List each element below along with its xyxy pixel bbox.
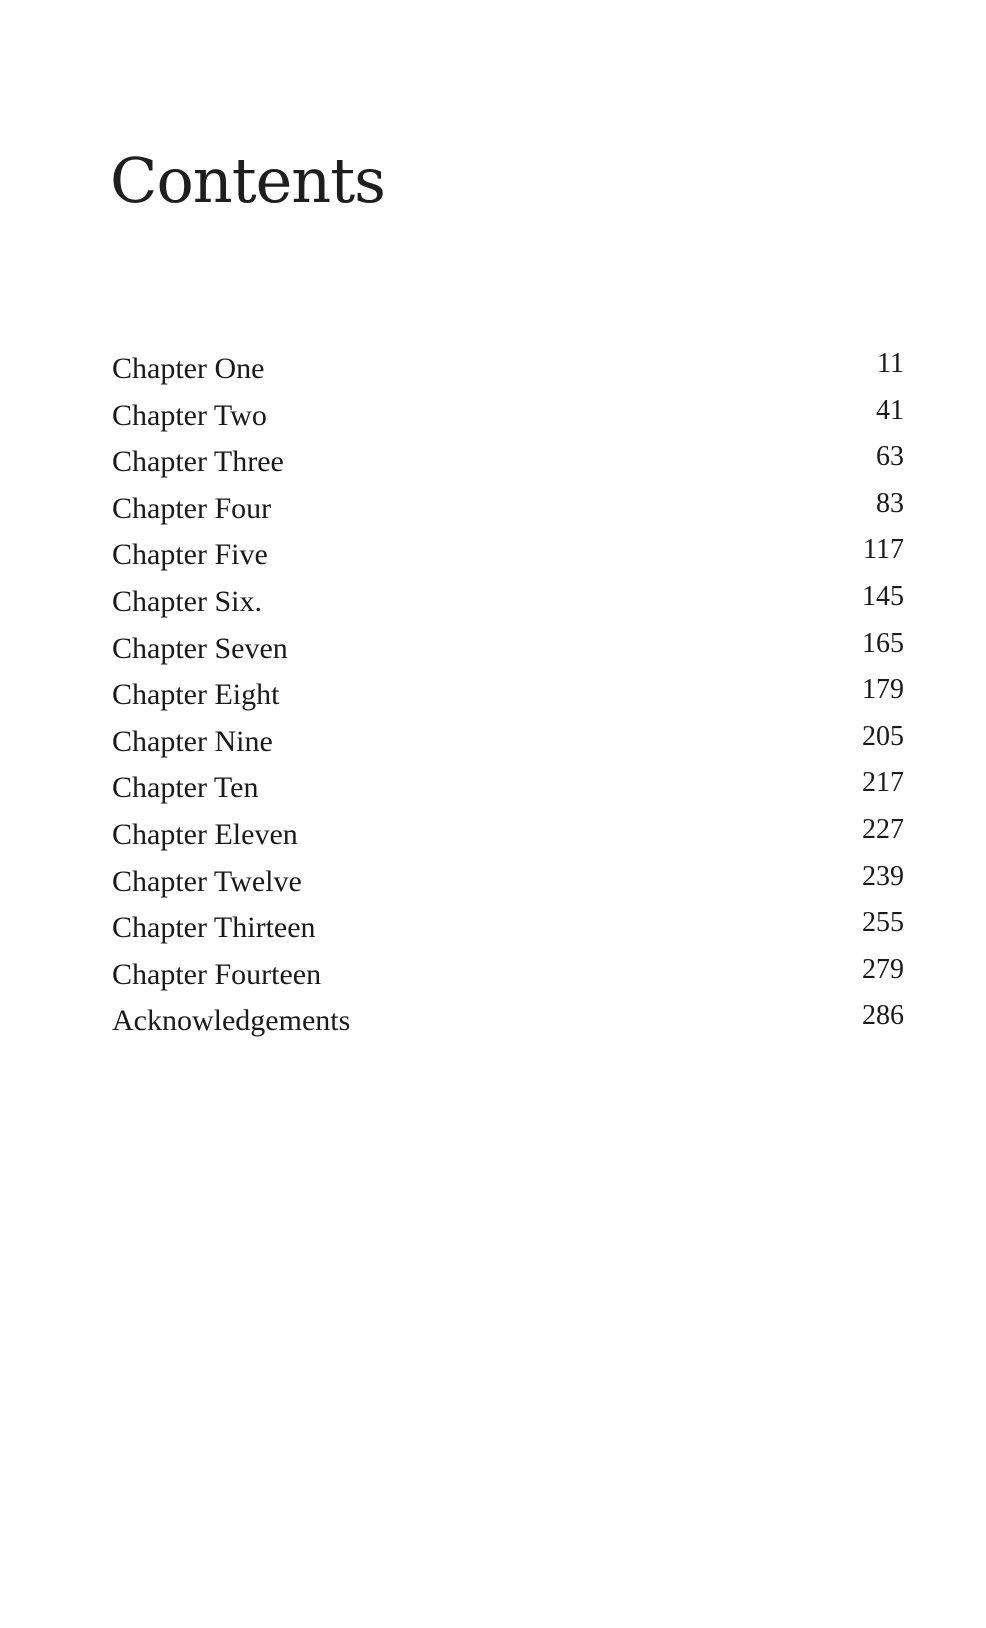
toc-entry-page-number: 165: [862, 627, 904, 659]
toc-entry-chapter-twelve: [112, 860, 904, 912]
toc-entry-chapter-ten: [112, 767, 904, 818]
toc-entry-chapter-seven: [112, 627, 904, 679]
toc-entry-label: Chapter Eleven: [112, 817, 298, 851]
toc-entry-label: Chapter Twelve: [112, 864, 302, 898]
toc-entry-chapter-fourteen: [112, 953, 904, 1005]
toc-entry-chapter-eight: [112, 674, 904, 725]
toc-entry-page-number: 179: [862, 674, 904, 706]
toc-entry-chapter-two: [112, 394, 904, 446]
toc-entry-label: Chapter Six.: [112, 584, 262, 618]
toc-entry-page-number: 145: [862, 580, 904, 612]
toc-entry-acknowledgements: [112, 1000, 904, 1051]
page-title: Contents: [110, 144, 385, 217]
toc-entry-label: Chapter Four: [112, 491, 272, 525]
toc-entry-label: Chapter One: [112, 352, 265, 385]
toc-entry-chapter-one: [112, 348, 904, 399]
toc-entry-label: Chapter Thirteen: [112, 911, 316, 945]
toc-entry-page-number: 41: [876, 394, 904, 426]
toc-entry-page-number: 117: [863, 534, 904, 566]
toc-entry-page-number: 217: [862, 767, 904, 799]
toc-entry-page-number: 83: [876, 487, 904, 519]
toc-entry-label: Chapter Three: [112, 445, 284, 479]
toc-entry-page-number: 227: [862, 813, 904, 845]
toc-entry-label: Chapter Two: [112, 398, 267, 432]
toc-entry-chapter-eleven: [112, 813, 904, 865]
toc-entry-page-number: 11: [877, 348, 904, 379]
toc-entry-label: Chapter Ten: [112, 771, 259, 805]
toc-entry-label: Chapter Nine: [112, 724, 273, 758]
toc-entry-chapter-four: [112, 487, 904, 539]
toc-entry-label: Acknowledgements: [112, 1004, 351, 1038]
toc-entry-chapter-thirteen: [112, 907, 904, 958]
toc-entry-chapter-five: [112, 534, 904, 585]
table-of-contents: [112, 348, 904, 1051]
toc-entry-chapter-nine: [112, 720, 904, 772]
toc-entry-label: Chapter Seven: [112, 631, 288, 665]
toc-entry-page-number: 205: [862, 720, 904, 752]
toc-entry-page-number: 279: [862, 953, 904, 985]
toc-entry-label: Chapter Fourteen: [112, 957, 322, 991]
toc-entry-label: Chapter Five: [112, 538, 268, 572]
toc-entry-label: Chapter Eight: [112, 678, 280, 712]
toc-entry-page-number: 255: [862, 907, 904, 939]
toc-entry-page-number: 239: [862, 860, 904, 892]
toc-entry-page-number: 63: [876, 441, 904, 473]
toc-entry-chapter-six: [112, 580, 904, 632]
toc-entry-page-number: 286: [862, 1000, 904, 1032]
toc-entry-chapter-three: [112, 441, 904, 492]
